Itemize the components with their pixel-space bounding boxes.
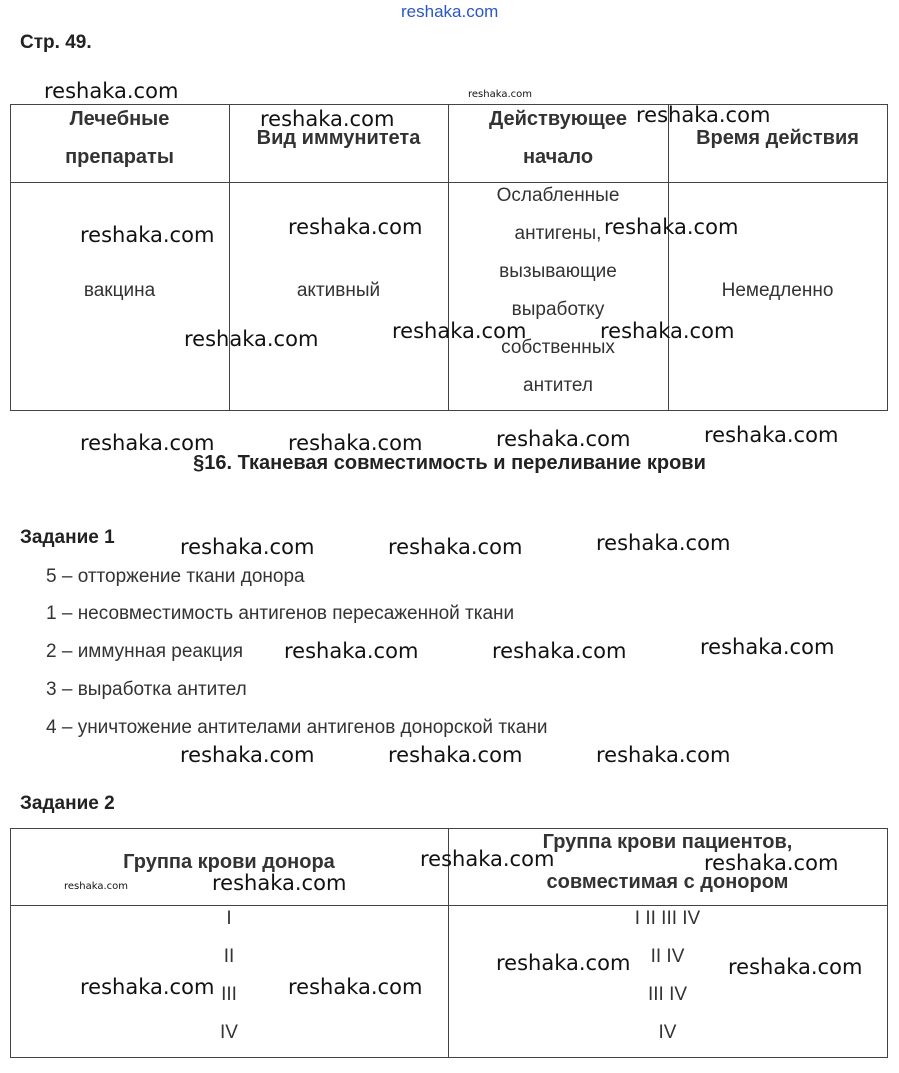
watermark: reshaka.com <box>496 951 631 975</box>
cell-agent-line: вызывающие <box>499 261 617 282</box>
cell-agent-line: собственных <box>501 337 615 358</box>
donor-group: IV <box>220 1022 238 1043</box>
watermark: reshaka.com <box>492 639 627 663</box>
table1-header-border <box>10 182 888 183</box>
watermark: reshaka.com <box>700 635 835 659</box>
top-watermark: reshaka.com <box>401 2 499 21</box>
table1-bottom-border <box>10 410 888 411</box>
recipient-groups: IV <box>658 1022 677 1043</box>
header-agent-line2: начало <box>522 146 594 168</box>
watermark: reshaka.com <box>420 847 555 871</box>
watermark: reshaka.com <box>288 431 423 455</box>
cell-drug: вакцина <box>83 280 156 301</box>
task2-title: Задание 2 <box>20 793 115 814</box>
watermark: reshaka.com <box>704 851 839 875</box>
watermark: reshaka.com <box>600 319 735 343</box>
watermark: reshaka.com <box>596 743 731 767</box>
donor-group: I <box>226 908 232 929</box>
header-recipient-line2: совместимая с донором <box>546 871 789 893</box>
table1-border <box>229 104 230 411</box>
task1-item: 4 – уничтожение антителами антигенов донорской ткани <box>46 717 548 738</box>
watermark: reshaka.com <box>728 955 863 979</box>
watermark: reshaka.com <box>468 89 532 100</box>
table2-header-border <box>10 905 888 906</box>
table1-border <box>668 104 669 411</box>
watermark: reshaka.com <box>596 531 731 555</box>
header-action-time: Время действия <box>696 127 859 149</box>
watermark: reshaka.com <box>180 743 315 767</box>
page-label: Стр. 49. <box>20 32 92 53</box>
recipient-groups: I II III IV <box>634 908 701 929</box>
header-drugs-line2: препараты <box>65 146 174 168</box>
watermark: reshaka.com <box>288 215 423 239</box>
recipient-groups: III IV <box>647 984 688 1005</box>
watermark: reshaka.com <box>260 107 395 131</box>
task1-item: 3 – выработка антител <box>46 679 247 700</box>
table2-bottom-border <box>10 1057 888 1058</box>
table2-top-border <box>10 828 888 829</box>
donor-group: III <box>221 984 237 1005</box>
watermark: reshaka.com <box>636 103 771 127</box>
watermark: reshaka.com <box>496 427 631 451</box>
watermark: reshaka.com <box>184 327 319 351</box>
watermark: reshaka.com <box>64 881 128 892</box>
watermark: reshaka.com <box>288 975 423 999</box>
task1-item: 5 – отторжение ткани донора <box>46 566 305 587</box>
header-recipient-line1: Группа крови пациентов, <box>542 831 793 853</box>
watermark: reshaka.com <box>80 223 215 247</box>
header-agent-line1: Действующее <box>489 108 627 130</box>
watermark: reshaka.com <box>392 319 527 343</box>
table2-border <box>887 828 888 1058</box>
table1-border <box>887 104 888 411</box>
cell-agent-line: антител <box>523 375 593 396</box>
donor-group: II <box>223 946 235 967</box>
task1-title: Задание 1 <box>20 527 115 548</box>
watermark: reshaka.com <box>212 871 347 895</box>
watermark: reshaka.com <box>80 431 215 455</box>
task1-item: 2 – иммунная реакция <box>46 641 244 662</box>
cell-agent-line: антигены, <box>514 223 602 244</box>
section-title: §16. Тканевая совместимость и переливание крови <box>193 452 706 474</box>
task1-item: 1 – несовместимость антигенов пересаженной ткани <box>46 603 515 624</box>
cell-time: Немедленно <box>721 280 834 301</box>
watermark: reshaka.com <box>284 639 419 663</box>
header-donor-group: Группа крови донора <box>123 851 335 873</box>
cell-agent-line: Ослабленные <box>496 185 620 206</box>
recipient-groups: II IV <box>650 946 685 967</box>
header-immunity-type: Вид иммунитета <box>256 127 421 149</box>
watermark: reshaka.com <box>604 215 739 239</box>
watermark: reshaka.com <box>80 975 215 999</box>
header-drugs-line1: Лечебные <box>69 108 170 130</box>
watermark: reshaka.com <box>180 535 315 559</box>
cell-immunity: активный <box>296 280 381 301</box>
watermark: reshaka.com <box>44 79 179 103</box>
watermark: reshaka.com <box>704 423 839 447</box>
watermark: reshaka.com <box>388 535 523 559</box>
cell-agent-line: выработку <box>511 299 605 320</box>
watermark: reshaka.com <box>388 743 523 767</box>
